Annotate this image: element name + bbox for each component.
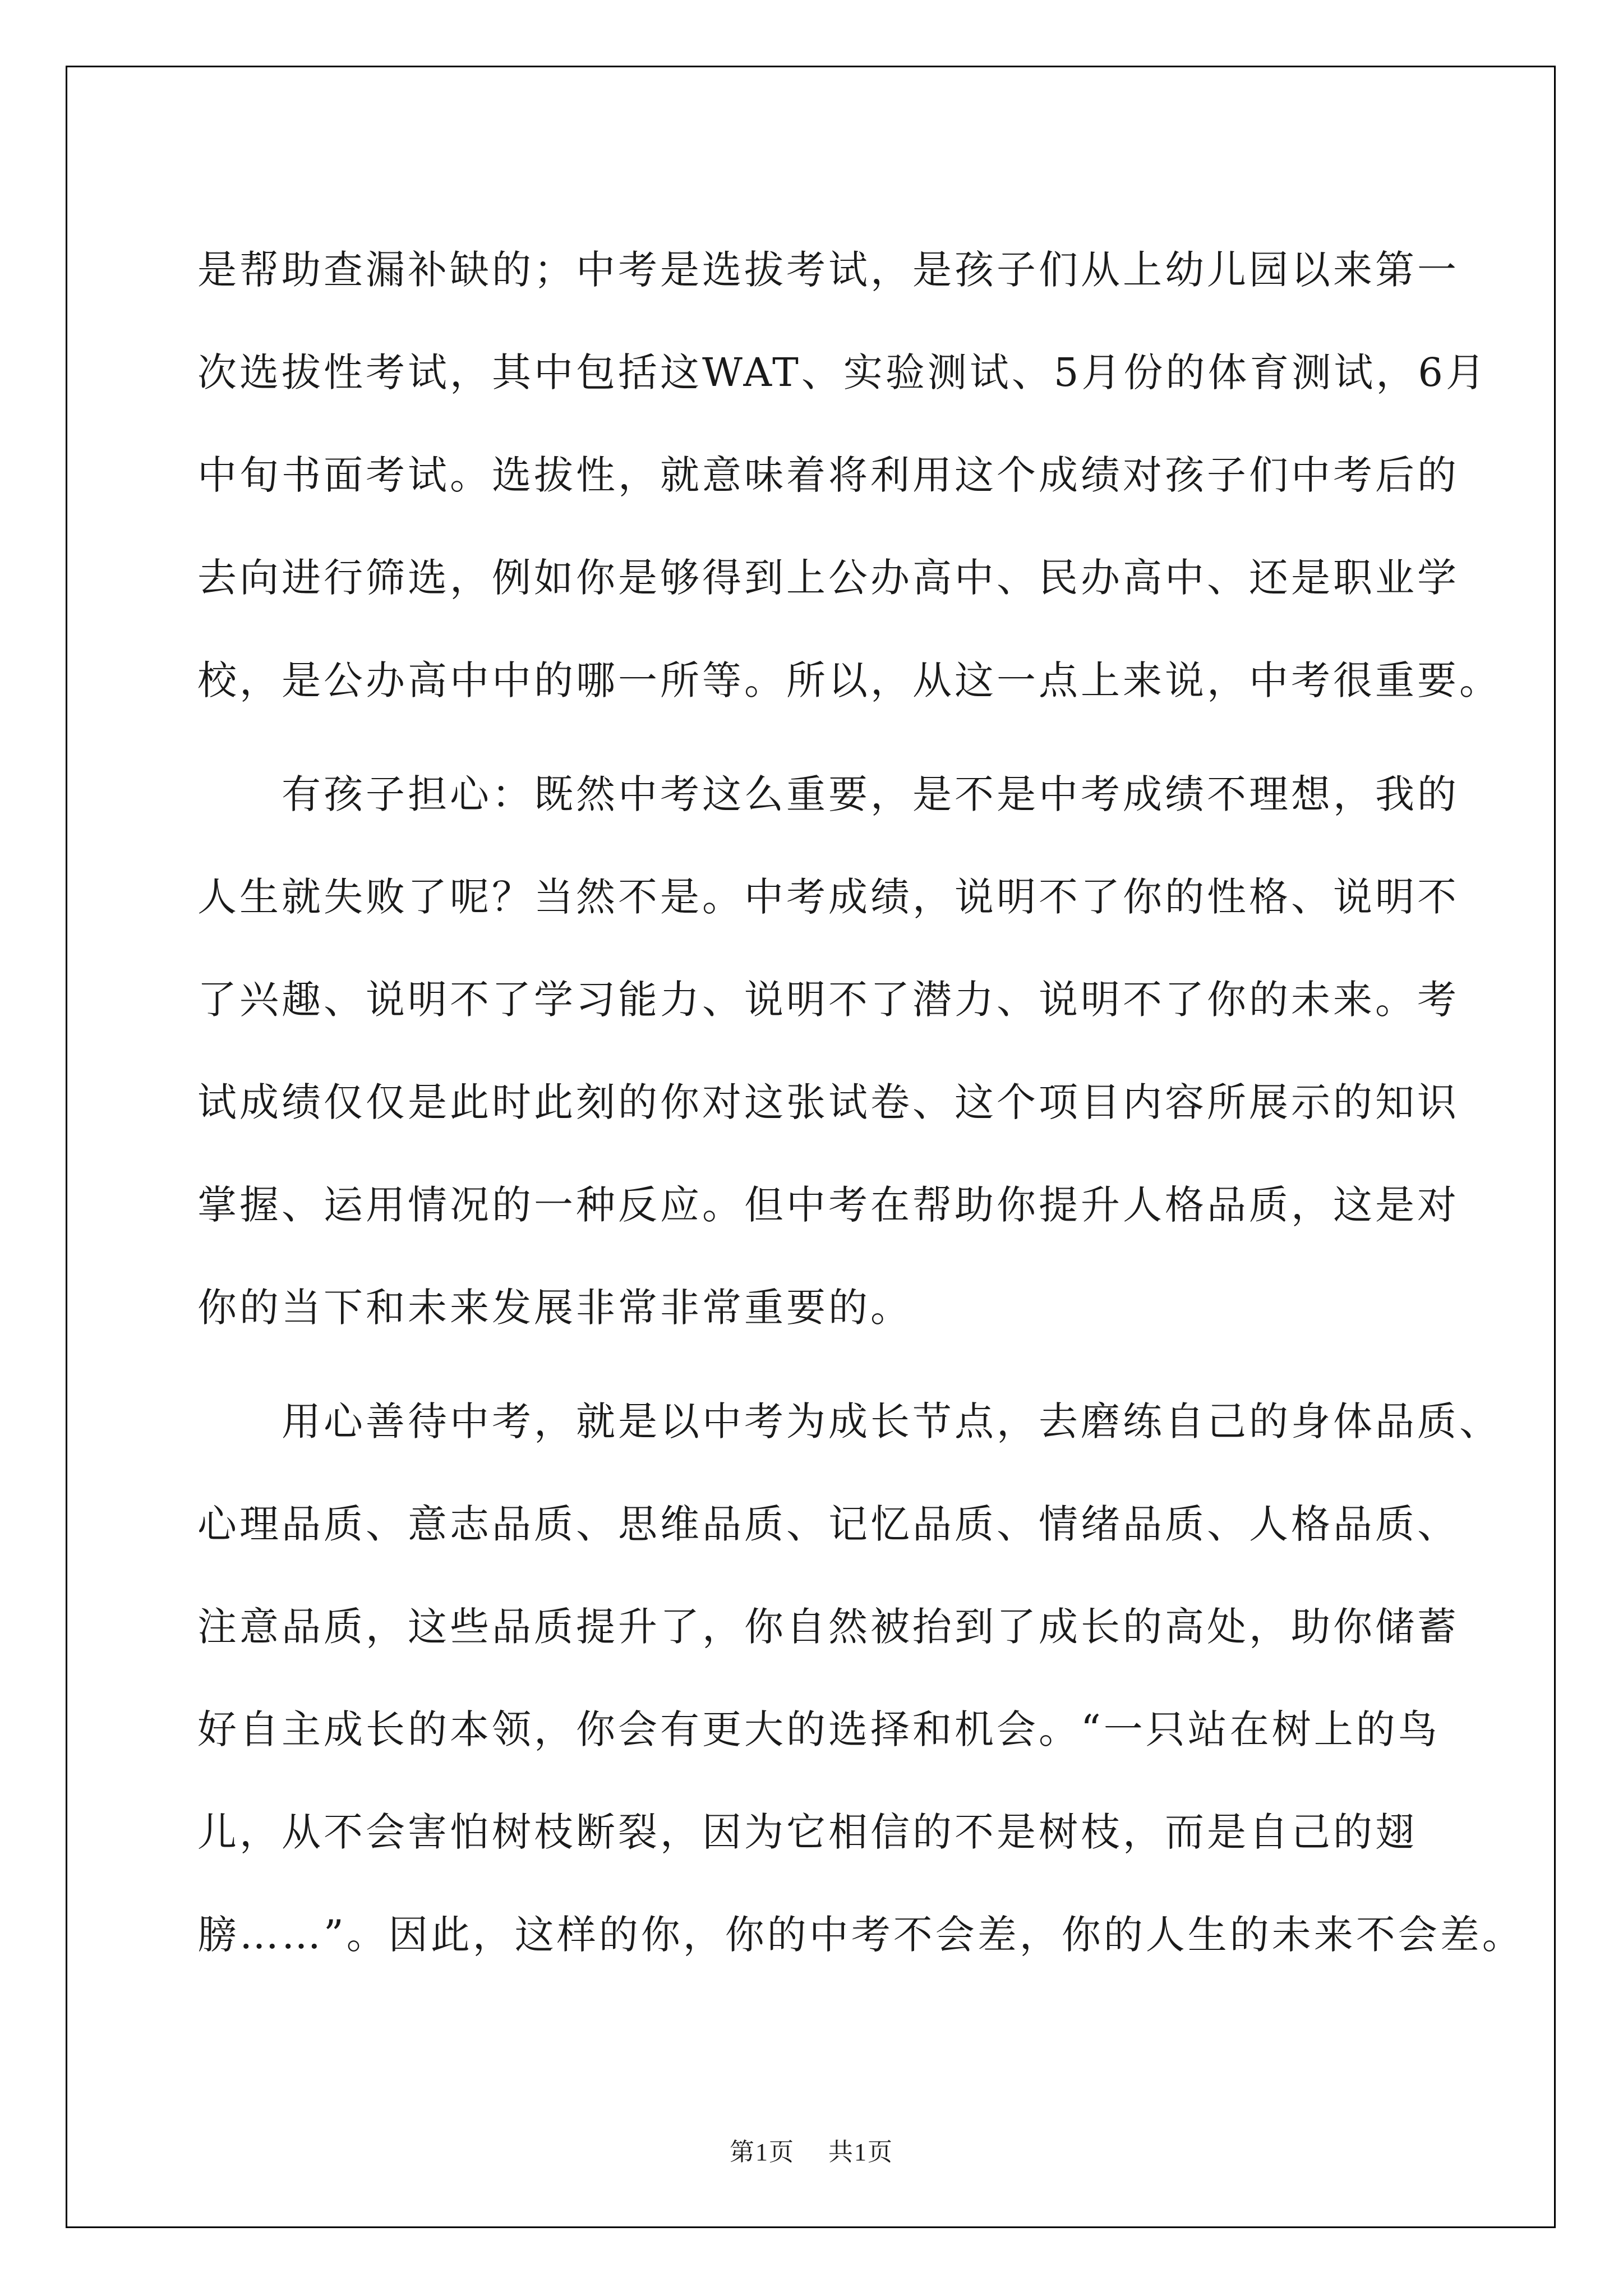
text-line: 儿，从不会害怕树枝断裂，因为它相信的不是树枝，而是自己的翅 [197,1809,1417,1855]
text-line: 校，是公办高中中的哪一所等。所以，从这一点上来说，中考很重要。 [197,657,1501,703]
page-total: 共1页 [828,2138,893,2166]
text-line: 好自主成长的本领，你会有更大的选择和机会。“一只站在树上的鸟 [197,1706,1440,1752]
text-line: 试成绩仅仅是此时此刻的你对这张试卷、这个项目内容所展示的知识 [197,1079,1459,1125]
text-line: 用心善待中考，就是以中考为成长节点，去磨练自己的身体品质、 [197,1398,1501,1444]
text-line: 掌握、运用情况的一种反应。但中考在帮助你提升人格品质，这是对 [197,1182,1459,1228]
text-line: 去向进行筛选，例如你是够得到上公办高中、民办高中、还是职业学 [197,555,1459,601]
text-line: 人生就失败了呢？当然不是。中考成绩，说明不了你的性格、说明不 [197,874,1459,920]
text-line: 是帮助查漏补缺的；中考是选拔考试，是孩子们从上幼儿园以来第一 [197,247,1459,293]
text-line: 你的当下和未来发展非常非常重要的。 [197,1285,912,1331]
text-line: 有孩子担心：既然中考这么重要，是不是中考成绩不理想，我的 [197,771,1459,817]
text-line: 膀……”。因此，这样的你，你的中考不会差，你的人生的未来不会差。 [197,1912,1524,1958]
text-line: 中旬书面考试。选拔性，就意味着将利用这个成绩对孩子们中考后的 [197,452,1459,498]
page-footer [0,2132,1623,2168]
page-number: 第1页 [730,2138,795,2166]
text-line: 心理品质、意志品质、思维品质、记忆品质、情绪品质、人格品质、 [197,1501,1459,1547]
text-line: 次选拔性考试，其中包括这WAT、实验测试、5月份的体育测试，6月 [197,349,1488,395]
text-line: 了兴趣、说明不了学习能力、说明不了潜力、说明不了你的未来。考 [197,977,1459,1023]
text-line: 注意品质，这些品质提升了，你自然被抬到了成长的高处，助你储蓄 [197,1604,1459,1650]
document-body [197,219,1524,1986]
